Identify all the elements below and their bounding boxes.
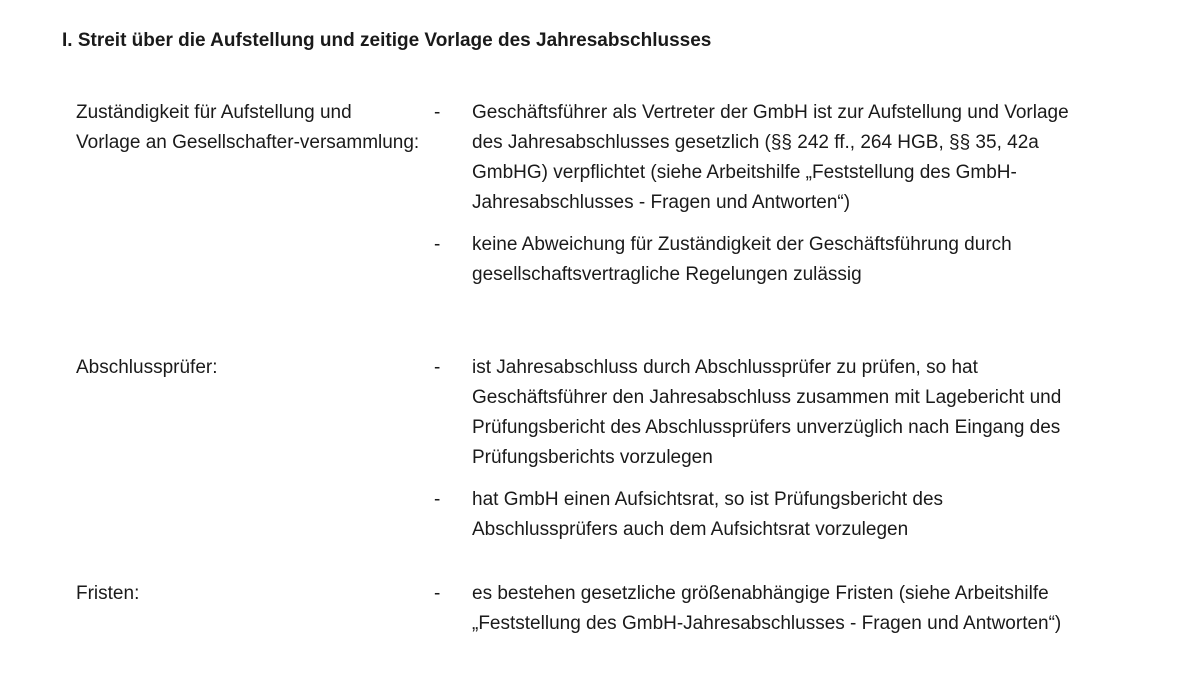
section-heading: I. Streit über die Aufstellung und zeitige Vorlage des Jahresabschlusses	[62, 30, 712, 51]
list-item	[0, 98, 1200, 218]
section-label: Abschlussprüfer:	[76, 357, 218, 378]
bullet-list	[0, 98, 1200, 290]
section-label: Zuständigkeit für Aufstellung und Vorlage an Gesellschafter-versammlung:	[76, 102, 420, 153]
bullet-list	[0, 579, 1200, 639]
list-item	[0, 353, 1200, 473]
list-item	[0, 485, 1200, 545]
list-item-text: hat GmbH einen Aufsichtsrat, so ist Prüfungsbericht des Abschlussprüfers auch dem Aufsichtsrat vorzulegen	[472, 489, 944, 540]
section-label: Fristen:	[76, 583, 140, 604]
list-item-text: ist Jahresabschluss durch Abschlussprüfer zu prüfen, so hat Geschäftsführer den Jahresabschluss zusammen mit Lagebericht und Prüfungsbericht des Abschlussprüfers unverzüglich nach Eingang des Prüfungsberichts vorzulegen	[472, 357, 1062, 468]
bullet-dash: -	[434, 489, 441, 510]
bullet-list	[0, 353, 1200, 545]
list-item	[0, 579, 1200, 639]
list-item-text: es bestehen gesetzliche größenabhängige Fristen (siehe Arbeitshilfe „Feststellung des GmbH-Jahresabschlusses - Fragen und Antworten“)	[472, 583, 1062, 634]
bullet-dash: -	[434, 583, 441, 604]
bullet-dash: -	[434, 357, 441, 378]
bullet-dash: -	[434, 234, 441, 255]
list-item-text: keine Abweichung für Zuständigkeit der Geschäftsführung durch gesellschaftsvertragliche Regelungen zulässig	[472, 234, 1012, 285]
list-item	[0, 230, 1200, 290]
list-item-text: Geschäftsführer als Vertreter der GmbH ist zur Aufstellung und Vorlage des Jahresabschlusses gesetzlich (§§ 242 ff., 264 HGB, §§ 35, 42a GmbHG) verpflichtet (siehe Arbeitshilfe „Feststellung des GmbH-Jahresabschlusses - Fragen und Antworten“)	[472, 102, 1069, 213]
bullet-dash: -	[434, 102, 441, 123]
